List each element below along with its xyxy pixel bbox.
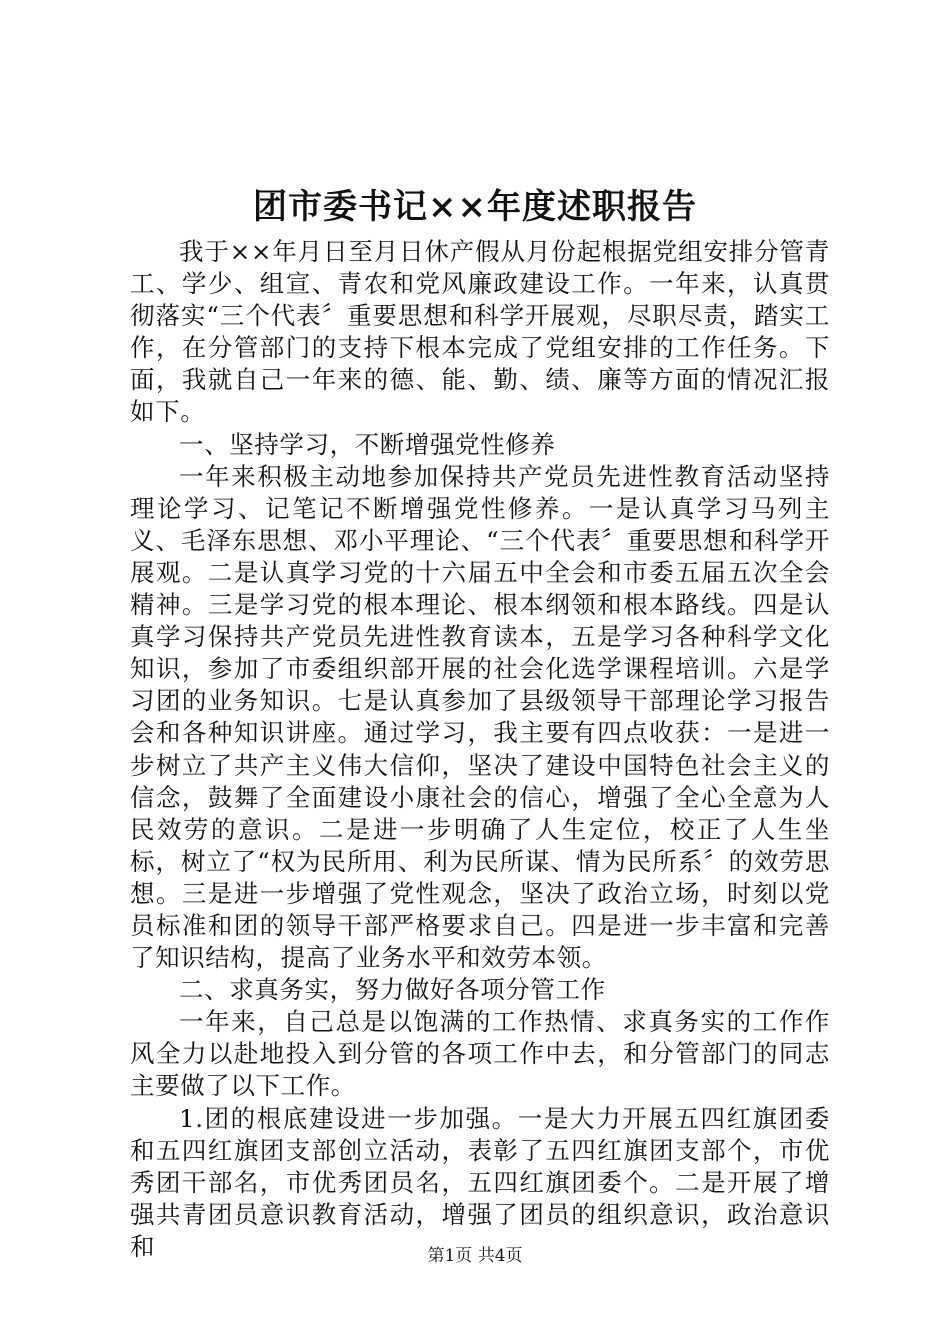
work-item-1-paragraph: 1.团的根底建设进一步加强。一是大力开展五四红旗团委和五四红旗团支部创立活动，表彰了五四红旗团支部个，市优秀团干部名，市优秀团员名，五四红旗团委个。二是开展了增强共青团员意识教育活动，增强了团员的组织意识，政治意识和 xyxy=(130,1103,830,1261)
intro-paragraph: 我于××年月日至月日休产假从月份起根据党组安排分管青工、学少、组宣、青农和党风廉政建设工作。一年来，认真贯彻落实“三个代表〞重要思想和科学开展观，尽职尽责，踏实工作，在分管部门的支持下根本完成了党组安排的工作任务。下面，我就自己一年来的德、能、勤、绩、廉等方面的情况汇报如下。 xyxy=(130,237,830,427)
work-intro-paragraph: 一年来，自己总是以饱满的工作热情、求真务实的工作作风全力以赴地投入到分管的各项工作中去，和分管部门的同志主要做了以下工作。 xyxy=(130,1007,830,1101)
section-heading-1: 一、坚持学习，不断增强党性修养 xyxy=(179,429,556,459)
study-paragraph: 一年来积极主动地参加保持共产党员先进性教育活动坚持理论学习、记笔记不断增强党性修养。一是认真学习马列主义、毛泽东思想、邓小平理论、“三个代表〞重要思想和科学开展观。二是认真学习党的十六届五中全会和市委五届五次全会精神。三是学习党的根本理论、根本纲领和根本路线。四是认真学习保持共产党员先进性教育读本，五是学习各种科学文化知识，参加了市委组织部开展的社会化选学课程培训。六是学习团的业务知识。七是认真参加了县级领导干部理论学习报告会和各种知识讲座。通过学习，我主要有四点收获：一是进一步树立了共产主义伟大信仰，坚决了建设中国特色社会主义的信念，鼓舞了全面建设小康社会的信心，增强了全心全意为人民效劳的意识。二是进一步明确了人生定位，校正了人生坐标，树立了“权为民所用、利为民所谋、情为民所系〞的效劳思想。三是进一步增强了党性观念，坚决了政治立场，时刻以党员标准和团的领导干部严格要求自己。四是进一步丰富和完善了知识结构，提高了业务水平和效劳本领。 xyxy=(130,461,830,973)
document-body xyxy=(130,236,830,1263)
section-heading-2: 二、求真务实，努力做好各项分管工作 xyxy=(179,975,606,1005)
page-title: 团市委书记××年度述职报告 xyxy=(253,187,697,227)
page-footer: 第1页 共4页 xyxy=(427,1246,523,1266)
